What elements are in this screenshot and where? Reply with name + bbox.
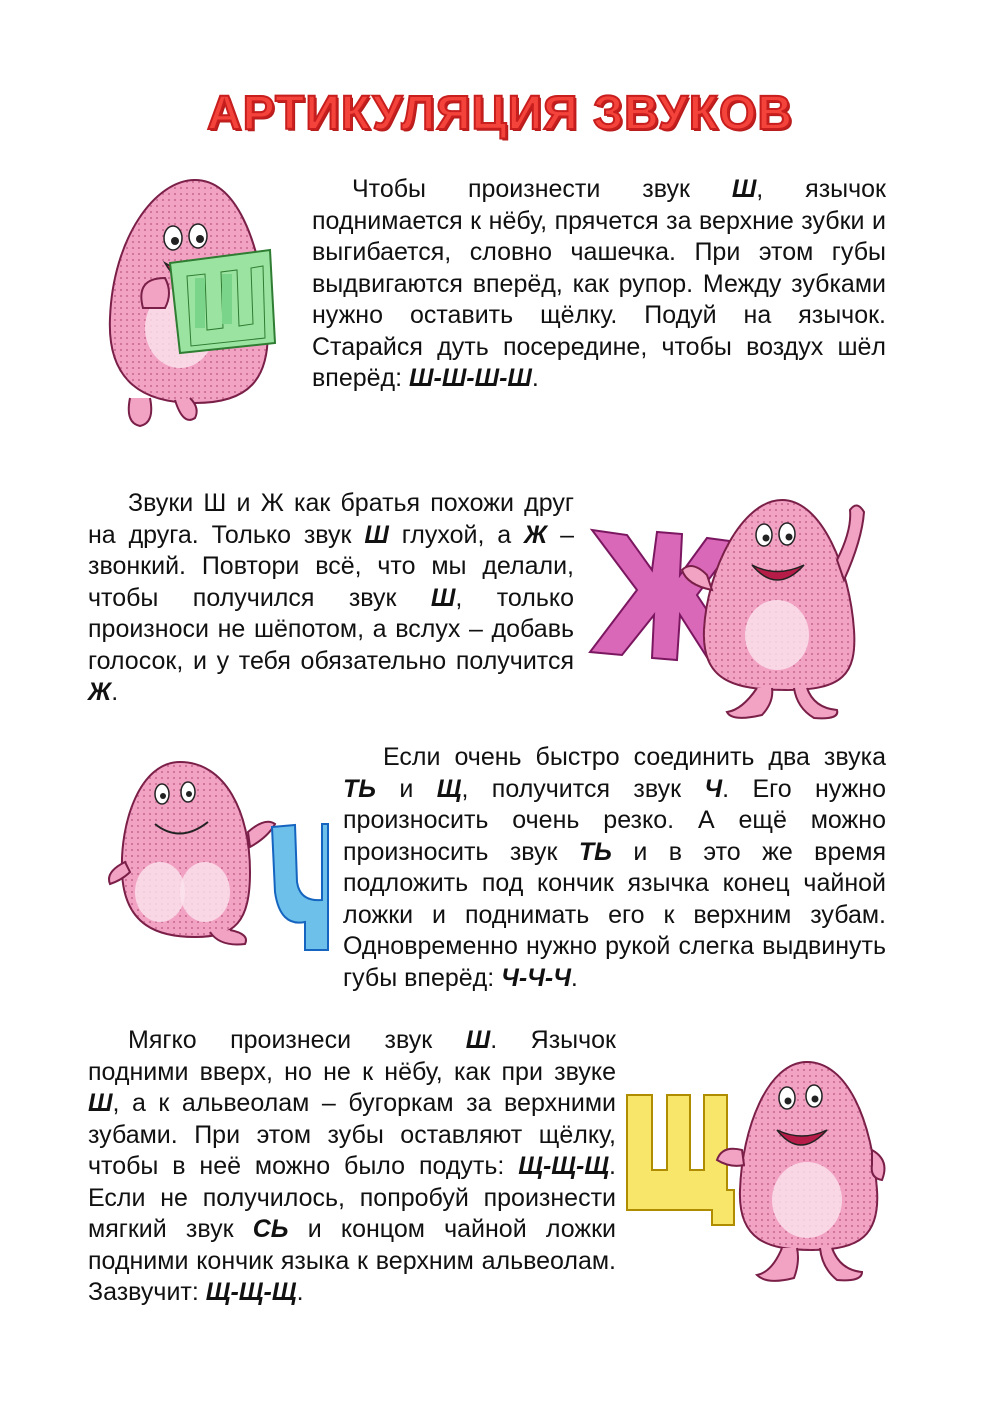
text-run: , получится звук	[461, 774, 705, 803]
highlighted-sound: ТЬ	[578, 837, 612, 866]
text-run: и	[375, 774, 437, 803]
highlighted-sound: Ш-Ш-Ш-Ш	[409, 364, 532, 392]
highlighted-sound: ТЬ	[343, 774, 376, 803]
creature-with-letter-sh	[95, 168, 295, 433]
text-run: .	[570, 963, 578, 992]
highlighted-sound: Ч	[704, 774, 723, 803]
highlighted-sound: Ш	[731, 175, 757, 203]
highlighted-sound: Ш	[430, 583, 456, 612]
creature-with-letter-zh	[582, 490, 882, 730]
text-run: . Язычок подними вверх, но не к нёбу, как при звуке	[88, 1026, 616, 1086]
highlighted-sound: Щ	[436, 774, 462, 803]
highlighted-sound: Ш	[465, 1026, 491, 1054]
text-run: .	[296, 1278, 304, 1306]
text-run: , язычок поднимается к нёбу, прячется за верхние зубки и выгибается, словно чашечка. При этом губы выдвигаются вперёд, как рупор. Между зубками нужно оставить щёлку. Подуй на язычок. Старайся дуть посередине, чтобы воздух шёл вперёд:	[312, 175, 886, 392]
text-run: .	[531, 364, 539, 392]
highlighted-sound: Щ-Щ-Щ	[518, 1152, 610, 1180]
highlighted-sound: СЬ	[252, 1215, 289, 1243]
text-run: . Если не получилось, попробуй произнести мягкий звук	[88, 1152, 616, 1243]
highlighted-sound: Щ-Щ-Щ	[205, 1278, 297, 1306]
text-run: . Его нужно произносить очень резко. А ещё можно произносить звук	[343, 774, 887, 866]
paragraph-shch	[88, 1025, 616, 1309]
highlighted-sound: Ж	[88, 678, 112, 706]
highlighted-sound: Ш	[88, 1089, 113, 1117]
text-run: и в это же время подложить под кончик язычка конец чайной ложки и поднимать его к верхним зубам. Одновременно нужно рукой слегка выдвинуть губы вперёд:	[343, 837, 886, 992]
text-run: – звонкий. Повтори всё, что мы делали, чтобы получился звук	[88, 520, 574, 612]
paragraph-sh	[312, 174, 886, 395]
text-run: .	[111, 678, 119, 706]
text-run: , а к альвеолам – бугоркам за верхними зубами. При этом зубы оставляют щёлку, чтобы в неё можно было подуть:	[88, 1089, 616, 1180]
text-run: Мягко произнеси звук	[128, 1026, 466, 1054]
text-run: , только произноси не шёпотом, а вслух – добавь голосок, и у тебя обязательно получится	[88, 583, 575, 675]
creature-with-letter-ch	[100, 752, 330, 952]
page-title: АРТИКУЛЯЦИЯ ЗВУКОВ	[206, 87, 794, 140]
text-run: Звуки Ш и Ж как братья похожи друг на друга. Только звук	[88, 489, 574, 549]
creature-with-letter-shch	[622, 1050, 892, 1290]
text-run: и концом чайной ложки подними кончик языка к верхним альвеолам. Зазвучит:	[88, 1215, 616, 1306]
highlighted-sound: Ш	[364, 520, 389, 549]
paragraph-ch	[343, 742, 886, 994]
text-run: глухой, а	[388, 520, 525, 549]
text-run: Если очень быстро соединить два звука	[383, 743, 886, 771]
highlighted-sound: Ч-Ч-Ч	[501, 963, 571, 992]
paragraph-zh	[88, 488, 574, 709]
highlighted-sound: Ж	[524, 520, 548, 549]
text-run: Чтобы произнести звук	[352, 175, 732, 203]
